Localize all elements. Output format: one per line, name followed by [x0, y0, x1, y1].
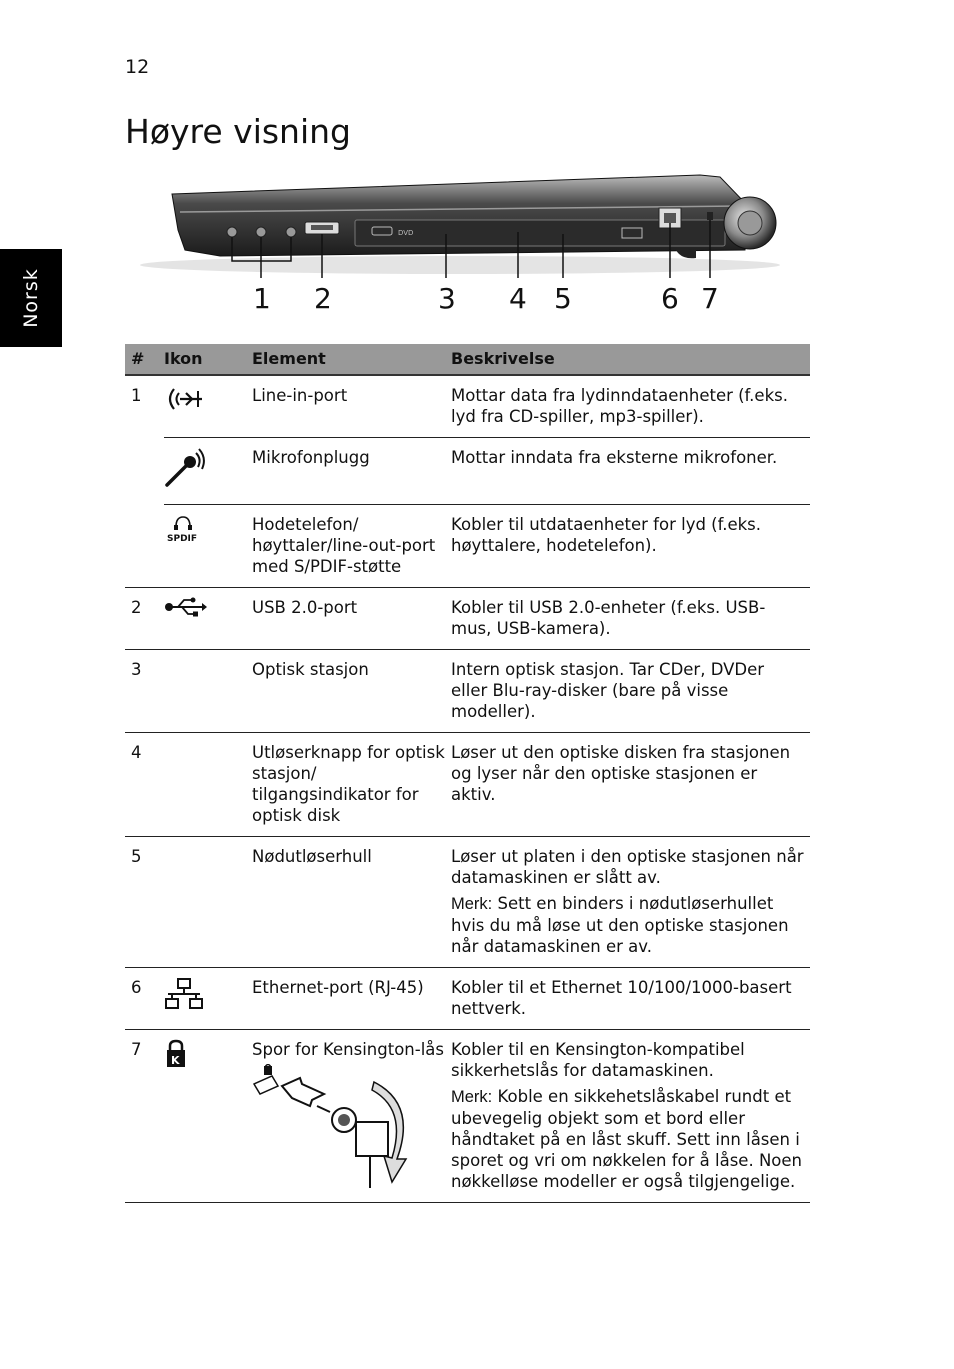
- row-element: Optisk stasjon: [252, 650, 451, 733]
- microphone-icon: [164, 447, 206, 489]
- header-icon: Ikon: [164, 344, 252, 375]
- note: [451, 1086, 804, 1192]
- row-description: Løser ut den optiske disken fra stasjonen og lyser når den optiske stasjonen er aktiv.: [451, 733, 810, 837]
- table-row: [125, 733, 810, 837]
- row-description: Kobler til et Ethernet 10/100/1000-basert nettverk.: [451, 968, 810, 1030]
- row-element: Ethernet-port (RJ-45): [252, 968, 451, 1030]
- note: [451, 893, 804, 957]
- row-number: 5: [125, 837, 164, 968]
- header-description: Beskrivelse: [451, 344, 810, 375]
- table-row: [125, 837, 810, 968]
- table-row: [125, 1030, 810, 1203]
- row-description: Kobler til utdataenheter for lyd (f.eks. høyttalere, hodetelefon).: [451, 505, 810, 588]
- line-in-icon: [164, 385, 206, 413]
- table-row: [125, 650, 810, 733]
- page-number: 12: [125, 56, 150, 78]
- kensington-lock-icon: [164, 1039, 188, 1069]
- language-tab-label: Norsk: [20, 268, 42, 328]
- row-description: Løser ut platen i den optiske stasjonen når datamaskinen er slått av.: [451, 847, 804, 887]
- usb-icon: [164, 597, 208, 617]
- table-row: [125, 438, 810, 505]
- note-text: Sett en binders i nødutløserhullet hvis du må løse ut den optiske stasjonen når datamaskinen er av.: [451, 894, 789, 956]
- note-text: Koble en sikkehetslåskabel rundt et ubevegelig objekt som et bord eller håndtaket på en låst skuff. Sett inn låsen i sporet og vri om nøkkelen for å låse. Noen nøkkelløse modeller er også tilgjengelige.: [451, 1087, 802, 1191]
- row-number: 7: [125, 1030, 164, 1203]
- callout-numbers: [0, 282, 954, 318]
- table-row: [125, 588, 810, 650]
- row-element: Line-in-port: [252, 375, 451, 438]
- row-description: Mottar inndata fra eksterne mikrofoner.: [451, 438, 810, 505]
- callout-4: 4: [509, 282, 527, 315]
- lock-letter: K: [171, 1054, 180, 1067]
- row-number: 3: [125, 650, 164, 733]
- callout-3: 3: [438, 282, 456, 315]
- page-title: Høyre visning: [125, 112, 352, 151]
- header-number: #: [125, 344, 164, 375]
- header-element: Element: [252, 344, 451, 375]
- row-number: 1: [131, 386, 142, 405]
- callout-1: 1: [253, 282, 271, 315]
- kensington-lock-illustration: [252, 1064, 422, 1189]
- callout-6: 6: [661, 282, 679, 315]
- row-element: Hodetelefon/ høyttaler/line-out-port med S/PDIF-støtte: [252, 505, 451, 588]
- table-header-row: [125, 344, 810, 375]
- table-row: [125, 375, 810, 438]
- row-description: Intern optisk stasjon. Tar CDer, DVDer eller Blu-ray-disker (bare på visse modeller).: [451, 650, 810, 733]
- ethernet-icon: [164, 977, 206, 1011]
- row-description: Mottar data fra lydinndataenheter (f.eks. lyd fra CD-spiller, mp3-spiller).: [451, 375, 810, 438]
- row-element: Mikrofonplugg: [252, 438, 451, 505]
- callout-2: 2: [314, 282, 332, 315]
- spdif-label: SPDIF: [167, 534, 198, 542]
- callout-7: 7: [701, 282, 719, 315]
- note-label: Merk:: [451, 895, 493, 913]
- row-element: Spor for Kensington-lås: [252, 1040, 444, 1059]
- callout-5: 5: [554, 282, 572, 315]
- table-row: [125, 505, 810, 588]
- row-number: 6: [125, 968, 164, 1030]
- row-number: [125, 505, 164, 588]
- row-description: Kobler til USB 2.0-enheter (f.eks. USB-mus, USB-kamera).: [451, 588, 810, 650]
- note-label: Merk:: [451, 1088, 493, 1106]
- row-element: Utløserknapp for optisk stasjon/ tilgangsindikator for optisk disk: [252, 733, 451, 837]
- port-table: [125, 344, 810, 1203]
- table-row: [125, 968, 810, 1030]
- row-number: [125, 438, 164, 505]
- headphone-spdif-icon: [164, 514, 246, 547]
- row-description: Kobler til en Kensington-kompatibel sikkerhetslås for datamaskinen.: [451, 1040, 745, 1080]
- svg-text:DVD: DVD: [398, 229, 414, 237]
- row-element: USB 2.0-port: [252, 588, 451, 650]
- row-number: 2: [125, 588, 164, 650]
- row-element: Nødutløserhull: [252, 837, 451, 968]
- row-number: 4: [125, 733, 164, 837]
